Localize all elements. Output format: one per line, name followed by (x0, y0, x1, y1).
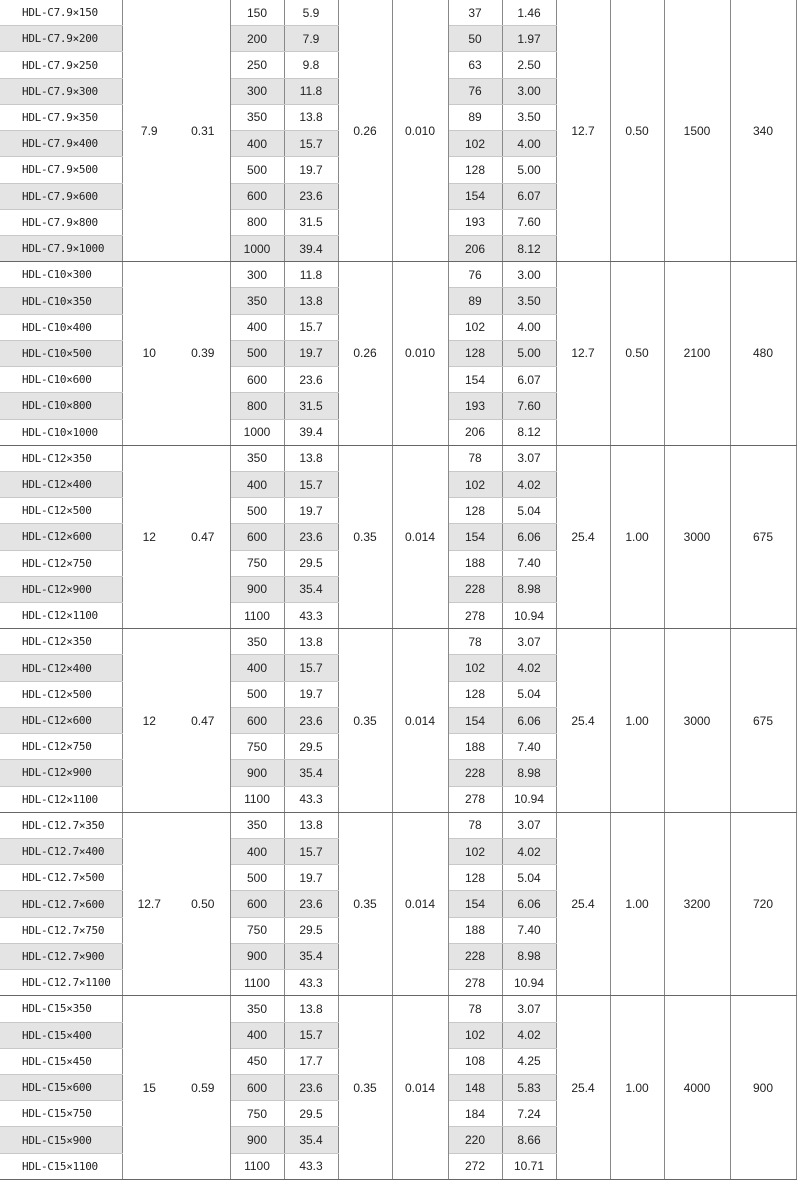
width-mm-cell: 76 (448, 262, 502, 288)
radius-mm-cell: 12.7 (556, 262, 610, 446)
width-in-cell: 7.60 (502, 209, 556, 235)
width-in-cell: 5.04 (502, 681, 556, 707)
length-mm-cell: 900 (230, 943, 284, 969)
width-in-cell: 1.97 (502, 26, 556, 52)
length-in-cell: 15.7 (284, 131, 338, 157)
length-in-cell: 35.4 (284, 760, 338, 786)
table-row (0, 445, 796, 471)
length-mm-cell: 1100 (230, 970, 284, 996)
width-mm-cell: 102 (448, 314, 502, 340)
length-in-cell: 17.7 (284, 1048, 338, 1074)
length-in-cell: 15.7 (284, 314, 338, 340)
diameter-in-cell: 0.50 (176, 812, 230, 996)
load-kg-cell: 720 (730, 812, 796, 996)
length-mm-cell: 350 (230, 812, 284, 838)
width-mm-cell: 272 (448, 1153, 502, 1179)
length-mm-cell: 600 (230, 707, 284, 733)
model-cell: HDL-C12×750 (0, 550, 122, 576)
diameter-in-cell: 0.39 (176, 262, 230, 446)
width-in-cell: 7.40 (502, 734, 556, 760)
width-mm-cell: 193 (448, 209, 502, 235)
length-in-cell: 13.8 (284, 996, 338, 1022)
width-mm-cell: 128 (448, 498, 502, 524)
width-in-cell: 4.25 (502, 1048, 556, 1074)
length-in-cell: 13.8 (284, 629, 338, 655)
width-in-cell: 6.07 (502, 367, 556, 393)
width-in-cell: 3.07 (502, 996, 556, 1022)
radius-mm-cell: 25.4 (556, 629, 610, 813)
width-in-cell: 5.00 (502, 157, 556, 183)
length-in-cell: 13.8 (284, 445, 338, 471)
radius-mm-cell: 25.4 (556, 812, 610, 996)
width-mm-cell: 154 (448, 183, 502, 209)
diameter-in-cell: 0.59 (176, 996, 230, 1180)
length-in-cell: 7.9 (284, 26, 338, 52)
width-mm-cell: 89 (448, 104, 502, 130)
length-mm-cell: 1000 (230, 235, 284, 261)
model-cell: HDL-C12.7×400 (0, 839, 122, 865)
table-row (0, 629, 796, 655)
length-mm-cell: 400 (230, 314, 284, 340)
length-in-cell: 23.6 (284, 367, 338, 393)
thickness-in-cell: 0.010 (392, 262, 448, 446)
diameter-mm-cell: 12 (122, 445, 176, 629)
length-mm-cell: 150 (230, 0, 284, 26)
width-in-cell: 8.12 (502, 419, 556, 445)
length-mm-cell: 300 (230, 262, 284, 288)
width-mm-cell: 278 (448, 970, 502, 996)
width-mm-cell: 188 (448, 550, 502, 576)
width-mm-cell: 206 (448, 235, 502, 261)
width-in-cell: 6.06 (502, 707, 556, 733)
model-cell: HDL-C7.9×600 (0, 183, 122, 209)
length-in-cell: 19.7 (284, 340, 338, 366)
diameter-mm-cell: 12.7 (122, 812, 176, 996)
load-kg-cell: 900 (730, 996, 796, 1180)
load-kg-cell: 480 (730, 262, 796, 446)
thickness-in-cell: 0.010 (392, 0, 448, 262)
length-in-cell: 23.6 (284, 1074, 338, 1100)
width-in-cell: 3.00 (502, 78, 556, 104)
width-in-cell: 10.94 (502, 786, 556, 812)
model-cell: HDL-C15×600 (0, 1074, 122, 1100)
length-mm-cell: 1100 (230, 786, 284, 812)
length-in-cell: 31.5 (284, 209, 338, 235)
model-cell: HDL-C15×350 (0, 996, 122, 1022)
length-mm-cell: 750 (230, 1101, 284, 1127)
width-in-cell: 3.00 (502, 262, 556, 288)
radius-in-cell: 0.50 (610, 0, 664, 262)
length-in-cell: 19.7 (284, 498, 338, 524)
length-in-cell: 39.4 (284, 419, 338, 445)
width-mm-cell: 128 (448, 681, 502, 707)
model-cell: HDL-C12.7×1100 (0, 970, 122, 996)
length-in-cell: 43.3 (284, 786, 338, 812)
length-in-cell: 43.3 (284, 1153, 338, 1179)
width-in-cell: 3.50 (502, 104, 556, 130)
model-cell: HDL-C10×1000 (0, 419, 122, 445)
thickness-mm-cell: 0.35 (338, 445, 392, 629)
model-cell: HDL-C15×450 (0, 1048, 122, 1074)
width-mm-cell: 78 (448, 445, 502, 471)
width-in-cell: 4.02 (502, 471, 556, 497)
width-in-cell: 3.07 (502, 812, 556, 838)
length-mm-cell: 450 (230, 1048, 284, 1074)
length-mm-cell: 400 (230, 471, 284, 497)
model-cell: HDL-C15×900 (0, 1127, 122, 1153)
thickness-in-cell: 0.014 (392, 445, 448, 629)
length-in-cell: 11.8 (284, 78, 338, 104)
length-in-cell: 23.6 (284, 707, 338, 733)
width-in-cell: 10.71 (502, 1153, 556, 1179)
width-mm-cell: 184 (448, 1101, 502, 1127)
width-in-cell: 4.02 (502, 839, 556, 865)
length-mm-cell: 350 (230, 629, 284, 655)
width-mm-cell: 148 (448, 1074, 502, 1100)
width-in-cell: 6.06 (502, 891, 556, 917)
length-in-cell: 29.5 (284, 917, 338, 943)
width-in-cell: 3.50 (502, 288, 556, 314)
model-cell: HDL-C7.9×500 (0, 157, 122, 183)
width-mm-cell: 78 (448, 996, 502, 1022)
width-in-cell: 8.66 (502, 1127, 556, 1153)
load-n-cell: 3000 (664, 629, 730, 813)
length-mm-cell: 800 (230, 393, 284, 419)
length-mm-cell: 350 (230, 996, 284, 1022)
width-in-cell: 7.60 (502, 393, 556, 419)
width-mm-cell: 102 (448, 471, 502, 497)
width-in-cell: 7.24 (502, 1101, 556, 1127)
length-mm-cell: 400 (230, 131, 284, 157)
length-mm-cell: 800 (230, 209, 284, 235)
model-cell: HDL-C10×300 (0, 262, 122, 288)
thickness-mm-cell: 0.35 (338, 812, 392, 996)
radius-in-cell: 1.00 (610, 996, 664, 1180)
width-in-cell: 4.00 (502, 314, 556, 340)
width-mm-cell: 188 (448, 917, 502, 943)
length-mm-cell: 900 (230, 1127, 284, 1153)
width-mm-cell: 278 (448, 786, 502, 812)
radius-in-cell: 1.00 (610, 629, 664, 813)
model-cell: HDL-C10×400 (0, 314, 122, 340)
model-cell: HDL-C7.9×150 (0, 0, 122, 26)
width-mm-cell: 154 (448, 891, 502, 917)
length-in-cell: 43.3 (284, 970, 338, 996)
width-mm-cell: 188 (448, 734, 502, 760)
model-cell: HDL-C7.9×300 (0, 78, 122, 104)
length-mm-cell: 350 (230, 288, 284, 314)
width-in-cell: 1.46 (502, 0, 556, 26)
load-kg-cell: 675 (730, 445, 796, 629)
radius-mm-cell: 25.4 (556, 445, 610, 629)
length-in-cell: 35.4 (284, 943, 338, 969)
length-mm-cell: 600 (230, 183, 284, 209)
model-cell: HDL-C10×500 (0, 340, 122, 366)
width-in-cell: 10.94 (502, 970, 556, 996)
thickness-in-cell: 0.014 (392, 812, 448, 996)
load-n-cell: 2100 (664, 262, 730, 446)
radius-in-cell: 1.00 (610, 812, 664, 996)
length-in-cell: 39.4 (284, 235, 338, 261)
width-in-cell: 10.94 (502, 603, 556, 629)
length-mm-cell: 400 (230, 655, 284, 681)
thickness-mm-cell: 0.26 (338, 262, 392, 446)
load-kg-cell: 340 (730, 0, 796, 262)
model-cell: HDL-C12×900 (0, 576, 122, 602)
width-mm-cell: 128 (448, 340, 502, 366)
width-in-cell: 6.06 (502, 524, 556, 550)
width-in-cell: 3.07 (502, 445, 556, 471)
width-mm-cell: 220 (448, 1127, 502, 1153)
width-mm-cell: 154 (448, 367, 502, 393)
width-mm-cell: 228 (448, 943, 502, 969)
length-mm-cell: 900 (230, 576, 284, 602)
load-n-cell: 1500 (664, 0, 730, 262)
length-in-cell: 13.8 (284, 288, 338, 314)
diameter-in-cell: 0.47 (176, 445, 230, 629)
length-in-cell: 19.7 (284, 681, 338, 707)
length-mm-cell: 300 (230, 78, 284, 104)
length-in-cell: 23.6 (284, 891, 338, 917)
length-mm-cell: 600 (230, 524, 284, 550)
model-cell: HDL-C12.7×750 (0, 917, 122, 943)
thickness-mm-cell: 0.26 (338, 0, 392, 262)
length-mm-cell: 750 (230, 917, 284, 943)
length-in-cell: 43.3 (284, 603, 338, 629)
model-cell: HDL-C10×600 (0, 367, 122, 393)
length-in-cell: 15.7 (284, 839, 338, 865)
width-in-cell: 3.07 (502, 629, 556, 655)
model-cell: HDL-C12.7×500 (0, 865, 122, 891)
length-mm-cell: 750 (230, 550, 284, 576)
model-cell: HDL-C7.9×200 (0, 26, 122, 52)
length-in-cell: 13.8 (284, 104, 338, 130)
table-row (0, 262, 796, 288)
length-in-cell: 35.4 (284, 1127, 338, 1153)
length-mm-cell: 250 (230, 52, 284, 78)
length-in-cell: 19.7 (284, 157, 338, 183)
load-n-cell: 4000 (664, 996, 730, 1180)
model-cell: HDL-C12×600 (0, 524, 122, 550)
model-cell: HDL-C12×750 (0, 734, 122, 760)
width-mm-cell: 76 (448, 78, 502, 104)
width-mm-cell: 108 (448, 1048, 502, 1074)
length-mm-cell: 600 (230, 891, 284, 917)
width-mm-cell: 89 (448, 288, 502, 314)
model-cell: HDL-C12×400 (0, 655, 122, 681)
width-mm-cell: 78 (448, 629, 502, 655)
length-mm-cell: 400 (230, 839, 284, 865)
radius-mm-cell: 25.4 (556, 996, 610, 1180)
length-mm-cell: 500 (230, 340, 284, 366)
radius-in-cell: 1.00 (610, 445, 664, 629)
width-in-cell: 5.83 (502, 1074, 556, 1100)
length-mm-cell: 500 (230, 157, 284, 183)
model-cell: HDL-C15×750 (0, 1101, 122, 1127)
model-cell: HDL-C7.9×350 (0, 104, 122, 130)
width-in-cell: 8.98 (502, 943, 556, 969)
width-in-cell: 7.40 (502, 550, 556, 576)
length-mm-cell: 750 (230, 734, 284, 760)
width-mm-cell: 128 (448, 157, 502, 183)
load-n-cell: 3000 (664, 445, 730, 629)
length-in-cell: 15.7 (284, 655, 338, 681)
length-in-cell: 11.8 (284, 262, 338, 288)
model-cell: HDL-C12×600 (0, 707, 122, 733)
thickness-mm-cell: 0.35 (338, 629, 392, 813)
length-mm-cell: 500 (230, 498, 284, 524)
length-in-cell: 19.7 (284, 865, 338, 891)
length-mm-cell: 200 (230, 26, 284, 52)
length-mm-cell: 600 (230, 367, 284, 393)
length-mm-cell: 350 (230, 445, 284, 471)
length-in-cell: 29.5 (284, 550, 338, 576)
diameter-mm-cell: 7.9 (122, 0, 176, 262)
width-mm-cell: 278 (448, 603, 502, 629)
diameter-in-cell: 0.47 (176, 629, 230, 813)
width-mm-cell: 154 (448, 707, 502, 733)
width-mm-cell: 50 (448, 26, 502, 52)
diameter-mm-cell: 10 (122, 262, 176, 446)
length-mm-cell: 900 (230, 760, 284, 786)
length-in-cell: 23.6 (284, 183, 338, 209)
radius-mm-cell: 12.7 (556, 0, 610, 262)
length-mm-cell: 1000 (230, 419, 284, 445)
length-in-cell: 29.5 (284, 1101, 338, 1127)
model-cell: HDL-C12×350 (0, 629, 122, 655)
model-cell: HDL-C12×500 (0, 681, 122, 707)
model-cell: HDL-C7.9×800 (0, 209, 122, 235)
model-cell: HDL-C12.7×350 (0, 812, 122, 838)
width-mm-cell: 102 (448, 839, 502, 865)
width-mm-cell: 102 (448, 1022, 502, 1048)
width-in-cell: 8.12 (502, 235, 556, 261)
length-in-cell: 23.6 (284, 524, 338, 550)
width-in-cell: 5.04 (502, 865, 556, 891)
table-row (0, 812, 796, 838)
width-mm-cell: 63 (448, 52, 502, 78)
length-in-cell: 9.8 (284, 52, 338, 78)
width-mm-cell: 206 (448, 419, 502, 445)
thickness-in-cell: 0.014 (392, 629, 448, 813)
diameter-mm-cell: 12 (122, 629, 176, 813)
model-cell: HDL-C12×1100 (0, 786, 122, 812)
length-mm-cell: 1100 (230, 1153, 284, 1179)
width-mm-cell: 78 (448, 812, 502, 838)
width-mm-cell: 102 (448, 655, 502, 681)
width-in-cell: 8.98 (502, 576, 556, 602)
model-cell: HDL-C12×400 (0, 471, 122, 497)
width-in-cell: 7.40 (502, 917, 556, 943)
width-in-cell: 2.50 (502, 52, 556, 78)
model-cell: HDL-C15×400 (0, 1022, 122, 1048)
length-mm-cell: 400 (230, 1022, 284, 1048)
width-in-cell: 4.00 (502, 131, 556, 157)
model-cell: HDL-C12.7×600 (0, 891, 122, 917)
width-mm-cell: 228 (448, 576, 502, 602)
length-mm-cell: 500 (230, 865, 284, 891)
width-in-cell: 5.04 (502, 498, 556, 524)
width-mm-cell: 228 (448, 760, 502, 786)
thickness-in-cell: 0.014 (392, 996, 448, 1180)
length-mm-cell: 1100 (230, 603, 284, 629)
model-cell: HDL-C12×500 (0, 498, 122, 524)
model-cell: HDL-C7.9×1000 (0, 235, 122, 261)
model-cell: HDL-C12×900 (0, 760, 122, 786)
length-in-cell: 29.5 (284, 734, 338, 760)
width-mm-cell: 102 (448, 131, 502, 157)
length-in-cell: 15.7 (284, 1022, 338, 1048)
model-cell: HDL-C10×350 (0, 288, 122, 314)
load-n-cell: 3200 (664, 812, 730, 996)
length-in-cell: 15.7 (284, 471, 338, 497)
table-row (0, 0, 796, 26)
length-mm-cell: 500 (230, 681, 284, 707)
width-mm-cell: 193 (448, 393, 502, 419)
width-in-cell: 4.02 (502, 1022, 556, 1048)
diameter-in-cell: 0.31 (176, 0, 230, 262)
diameter-mm-cell: 15 (122, 996, 176, 1180)
length-mm-cell: 600 (230, 1074, 284, 1100)
table-row (0, 996, 796, 1022)
model-cell: HDL-C7.9×400 (0, 131, 122, 157)
width-in-cell: 4.02 (502, 655, 556, 681)
length-in-cell: 5.9 (284, 0, 338, 26)
model-cell: HDL-C10×800 (0, 393, 122, 419)
length-in-cell: 31.5 (284, 393, 338, 419)
width-in-cell: 6.07 (502, 183, 556, 209)
width-mm-cell: 37 (448, 0, 502, 26)
model-cell: HDL-C12.7×900 (0, 943, 122, 969)
length-in-cell: 13.8 (284, 812, 338, 838)
model-cell: HDL-C15×1100 (0, 1153, 122, 1179)
load-kg-cell: 675 (730, 629, 796, 813)
length-in-cell: 35.4 (284, 576, 338, 602)
width-mm-cell: 154 (448, 524, 502, 550)
width-in-cell: 8.98 (502, 760, 556, 786)
width-in-cell: 5.00 (502, 340, 556, 366)
length-mm-cell: 350 (230, 104, 284, 130)
thickness-mm-cell: 0.35 (338, 996, 392, 1180)
model-cell: HDL-C7.9×250 (0, 52, 122, 78)
radius-in-cell: 0.50 (610, 262, 664, 446)
width-mm-cell: 128 (448, 865, 502, 891)
model-cell: HDL-C12×1100 (0, 603, 122, 629)
model-cell: HDL-C12×350 (0, 445, 122, 471)
